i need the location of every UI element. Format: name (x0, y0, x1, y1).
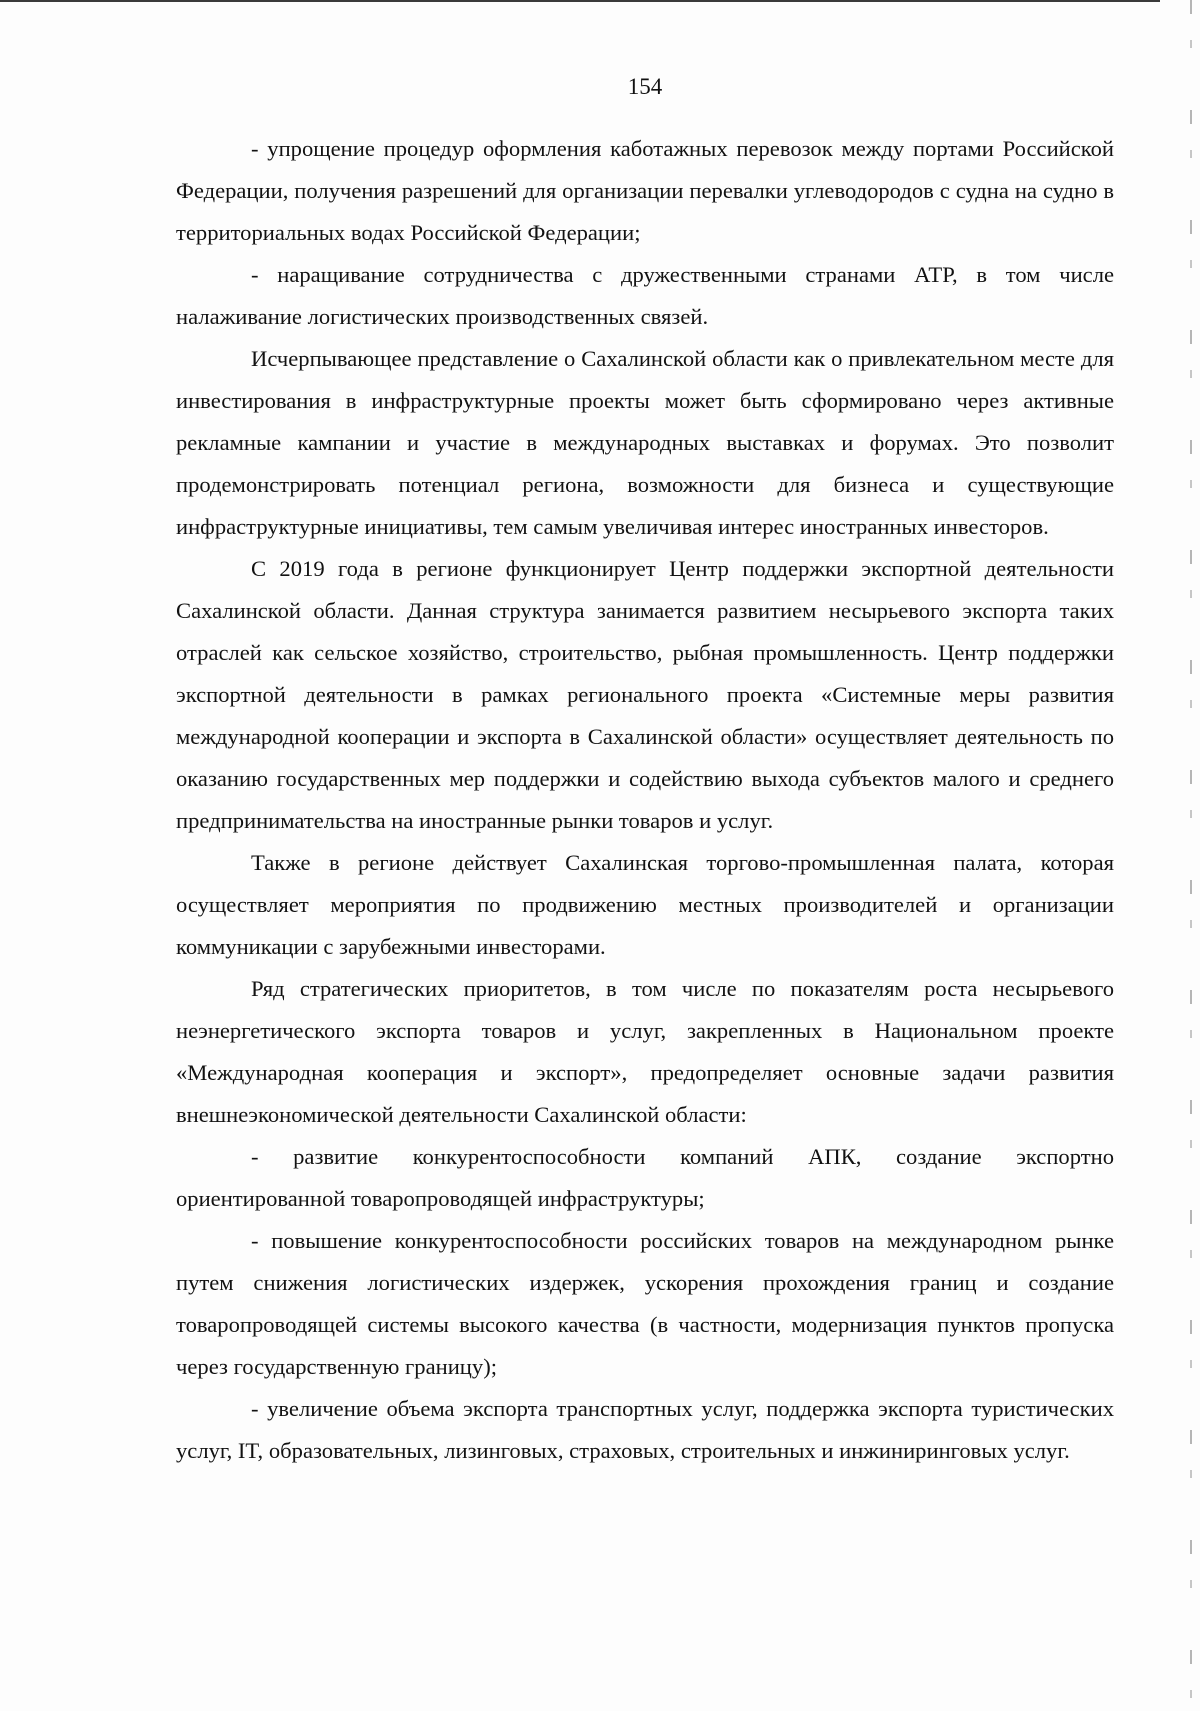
document-body (176, 128, 1114, 1472)
scan-right-edge (1190, 0, 1192, 1711)
paragraph-export-center: С 2019 года в регионе функционирует Центр поддержки экспортной деятельности Сахалинской области. Данная структура занимается развитием несырьевого экспорта таких отраслей как сельское хозяйство, строительство, рыбная промышленность. Центр поддержки экспортной деятельности в рамках регионального проекта «Системные меры развития международной кооперации и экспорта в Сахалинской области» осуществляет деятельность по оказанию государственных мер поддержки и содействию выхода субъектов малого и среднего предпринимательства на иностранные рынки товаров и услуг. (176, 556, 1114, 833)
scan-top-border (0, 0, 1160, 2)
page-number: 154 (627, 74, 663, 99)
paragraph-chamber-of-commerce: Также в регионе действует Сахалинская торгово-промышленная палата, которая осуществляет мероприятия по продвижению местных производителей и организации коммуникации с зарубежными инвесторами. (176, 850, 1114, 959)
paragraph-services-export: - увеличение объема экспорта транспортных услуг, поддержка экспорта туристических услуг, IT, образовательных, лизинговых, страховых, строительных и инжиниринговых услуг. (176, 1396, 1114, 1463)
paragraph-logistics-costs: - повышение конкурентоспособности российских товаров на международном рынке путем снижения логистических издержек, ускорения прохождения границ и создание товаропроводящей системы высокого качества (в частности, модернизация пунктов пропуска через государственную границу); (176, 1228, 1114, 1379)
paragraph-investment-promotion: Исчерпывающее представление о Сахалинской области как о привлекательном месте для инвестирования в инфраструктурные проекты может быть сформировано через активные рекламные кампании и участие в международных выставках и форумах. Это позволит продемонстрировать потенциал региона, возможности для бизнеса и существующие инфраструктурные инициативы, тем самым увеличивая интерес иностранных инвесторов. (176, 346, 1114, 539)
paragraph-apr-cooperation: - наращивание сотрудничества с дружественными странами АТР, в том числе налаживание логистических производственных связей. (176, 262, 1114, 329)
paragraph-agro-competitiveness: - развитие конкурентоспособности компаний АПК, создание экспортно ориентированной товаропроводящей инфраструктуры; (176, 1144, 1114, 1211)
paragraph-strategic-priorities: Ряд стратегических приоритетов, в том числе по показателям роста несырьевого неэнергетического экспорта товаров и услуг, закрепленных в Национальном проекте «Международная кооперация и экспорт», предопределяет основные задачи развития внешнеэкономической деятельности Сахалинской области: (176, 976, 1114, 1127)
paragraph-cabotage: - упрощение процедур оформления каботажных перевозок между портами Российской Федерации, получения разрешений для организации перевалки углеводородов с судна на судно в территориальных водах Российской Федерации; (176, 136, 1114, 245)
